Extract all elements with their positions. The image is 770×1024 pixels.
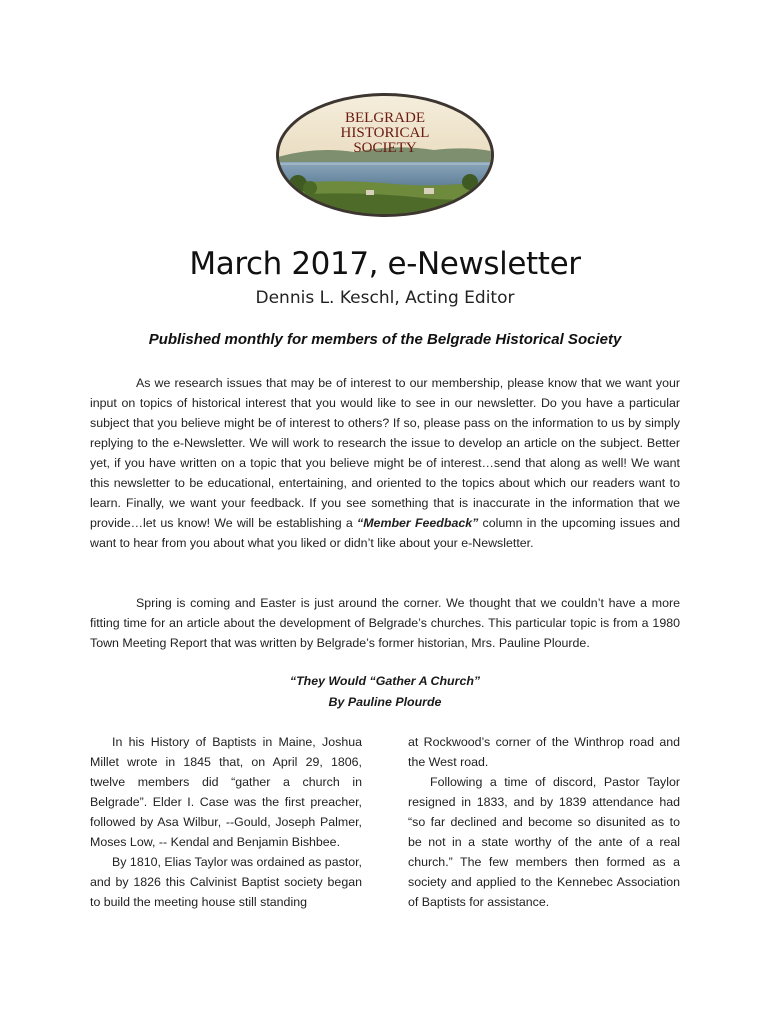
intro-paragraph [90, 373, 680, 553]
intro-text-b: column in the upcoming issues and want to hear from you about what you liked or didn’t like about your e-Newsletter. [90, 516, 680, 550]
society-logo [274, 92, 496, 218]
newsletter-title: March 2017, e-Newsletter [189, 246, 581, 282]
right-p1-text: at Rockwood’s corner of the Winthrop road and the West road. [408, 735, 680, 769]
article-author: By Pauline Plourde [328, 695, 442, 709]
article-paragraph [408, 732, 680, 772]
member-feedback-label: “Member Feedback” [357, 516, 479, 530]
tagline: Published monthly for members of the Belgrade Historical Society [148, 331, 622, 348]
logo-line3: SOCIETY [353, 140, 417, 156]
article-title: “They Would “Gather A Church” [289, 674, 481, 688]
logo-line1: BELGRADE [345, 110, 425, 126]
left-p1-text: In his History of Baptists in Maine, Joshua Millet wrote in 1845 that, on April 29, 1806, twelve members did “gather a church in Belgrade”. Elder I. Case was the first preacher, followed by Asa Wilbur, --Gould, Joseph Palmer, Moses Low, -- Kendal and Benjamin Bishbee. [90, 735, 362, 849]
editor-credit: Dennis L. Keschl, Acting Editor [255, 288, 515, 308]
article-column-right [408, 732, 680, 912]
article-column-left [90, 732, 362, 912]
article-paragraph [408, 772, 680, 912]
society-logo-image [274, 92, 496, 218]
spring-paragraph [90, 593, 680, 653]
intro-text-a: As we research issues that may be of interest to our membership, please know that we want your input on topics of historical interest that you would like to see in our newsletter. Do you have a particular subject that you believe might be of interest to others? If so, please pass on the information to us by simply replying to the e-Newsletter. We will work to research the issue to develop an article on the subject. Better yet, if you have written on a topic that you believe might be of interest…send that along as well! We want this newsletter to be educational, entertaining, and oriented to the topics about which our readers want to learn. Finally, we want your feedback. If you see something that is inaccurate in the information that we provide…let us know! We will be establishing a [90, 376, 680, 530]
article-paragraph [90, 852, 362, 912]
spring-text: Spring is coming and Easter is just around the corner. We thought that we couldn’t have a more fitting time for an article about the development of Belgrade’s churches. This particular topic is from a 1980 Town Meeting Report that was written by Belgrade’s former historian, Mrs. Pauline Plourde. [90, 596, 680, 650]
article-paragraph [90, 732, 362, 852]
logo-line2: HISTORICAL [340, 125, 430, 141]
left-p2-text: By 1810, Elias Taylor was ordained as pastor, and by 1826 this Calvinist Baptist society began to build the meeting house still standing [90, 855, 362, 909]
right-p2-text: Following a time of discord, Pastor Taylor resigned in 1833, and by 1839 attendance had “so far declined and become so disunited as to be not in a state worthy of the ante of a real church.” The few members then formed as a society and applied to the Kennebec Association of Baptists for assistance. [408, 775, 680, 909]
